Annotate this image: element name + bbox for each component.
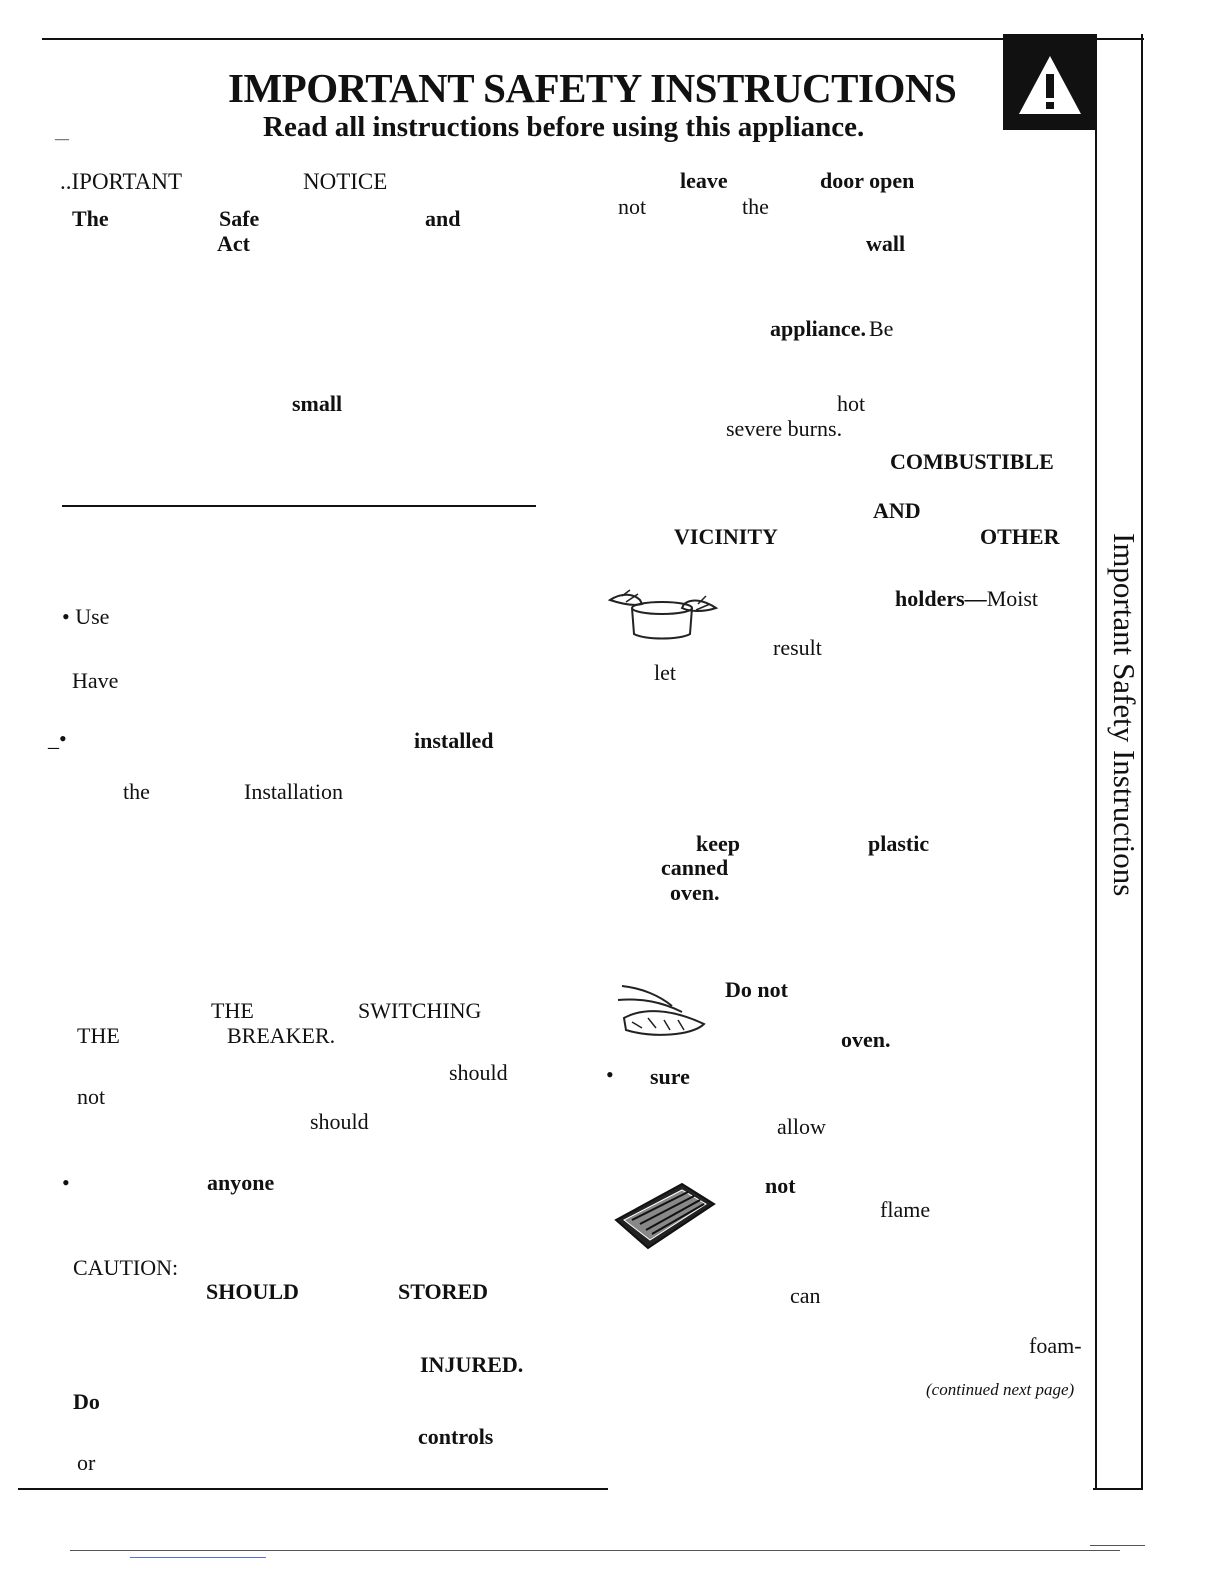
word-flame: flame — [880, 1197, 931, 1222]
page-subtitle: Read all instructions before using this appliance. — [263, 111, 865, 143]
word-do: Do — [73, 1389, 100, 1414]
word-breaker: BREAKER. — [227, 1023, 336, 1048]
word-or: or — [77, 1450, 96, 1475]
word-allow: allow — [777, 1114, 826, 1139]
word-safe: Safe — [219, 206, 260, 231]
bottom-rule — [18, 1488, 608, 1490]
word-result: result — [773, 635, 822, 660]
word-oven-2: oven. — [841, 1027, 891, 1052]
pot-with-hands-icon — [608, 586, 718, 644]
word-vicinity: VICINITY — [674, 524, 778, 549]
word-controls: controls — [418, 1424, 494, 1449]
section-rule — [62, 505, 536, 507]
word-hot: hot — [837, 391, 866, 416]
word-installed: installed — [414, 728, 494, 753]
word-should: should — [449, 1060, 508, 1085]
word-not-2: not — [765, 1173, 796, 1198]
notice-heading-b: NOTICE — [303, 169, 388, 194]
word-severe-burns: severe burns. — [726, 416, 843, 441]
bullet-r: • — [606, 1062, 614, 1087]
word-keep: keep — [696, 831, 740, 856]
word-anyone: anyone — [207, 1170, 275, 1195]
word-and-r: AND — [873, 498, 921, 523]
side-tab — [1100, 533, 1144, 993]
dash-mark: — — [55, 132, 69, 147]
footer-rule-right — [1090, 1545, 1145, 1546]
word-THE: THE — [211, 998, 254, 1023]
word-door-open: door open — [820, 168, 915, 193]
word-should-caps: SHOULD — [206, 1279, 299, 1304]
column-divider-rule — [1095, 130, 1097, 1488]
footer-link-rule — [130, 1557, 266, 1558]
word-canned: canned — [661, 855, 729, 880]
word-caution: CAUTION: — [73, 1255, 179, 1280]
word-the-r: the — [742, 194, 769, 219]
word-have: Have — [72, 668, 119, 693]
bullet-dash: _• — [48, 726, 67, 751]
word-appliance: appliance. — [770, 316, 866, 341]
continued-note: (continued next page) — [926, 1380, 1075, 1399]
word-be: Be — [869, 316, 894, 341]
broiler-pan-icon — [612, 1180, 718, 1252]
word-do-not: Do not — [725, 977, 788, 1002]
bullet: • — [62, 1170, 70, 1195]
word-should-2: should — [310, 1109, 369, 1134]
word-holders — [895, 588, 1038, 610]
word-not: not — [77, 1084, 106, 1109]
word-not-r: not — [618, 194, 647, 219]
word-and: and — [425, 206, 461, 231]
word-leave: leave — [680, 168, 728, 193]
footer-rule — [70, 1550, 1120, 1551]
bottom-rule-right — [1093, 1488, 1143, 1490]
word-combustible: COMBUSTIBLE — [890, 449, 1054, 474]
word-the-2: the — [123, 779, 150, 804]
word-small: small — [292, 391, 343, 416]
word-other: OTHER — [980, 524, 1060, 549]
word-oven: oven. — [670, 880, 720, 905]
word-use: • Use — [62, 604, 110, 629]
word-wall: wall — [866, 231, 906, 256]
word-can: can — [790, 1283, 821, 1308]
warning-box — [1003, 34, 1097, 130]
word-moist: Moist — [986, 586, 1039, 611]
notice-heading-a: ..IPORTANT — [60, 169, 182, 194]
word-stored: STORED — [398, 1279, 489, 1304]
word-sure: sure — [650, 1064, 690, 1089]
word-let: let — [654, 660, 676, 685]
word-injured: INJURED. — [420, 1352, 524, 1377]
side-tab-label: Important Safety Instructions — [1107, 533, 1142, 897]
top-rule — [42, 38, 1144, 40]
word-holders-bold: holders— — [895, 586, 987, 611]
word-foam: foam- — [1029, 1333, 1082, 1358]
word-THE-2: THE — [77, 1023, 120, 1048]
word-switching: SWITCHING — [358, 998, 482, 1023]
hand-with-cloth-icon — [612, 978, 712, 1042]
word-plastic: plastic — [868, 831, 930, 856]
word-the: The — [72, 206, 109, 231]
page-title: IMPORTANT SAFETY INSTRUCTIONS — [228, 65, 957, 111]
word-installation: Installation — [244, 779, 343, 804]
word-act: Act — [217, 231, 250, 256]
warning-triangle-icon — [1017, 54, 1083, 116]
